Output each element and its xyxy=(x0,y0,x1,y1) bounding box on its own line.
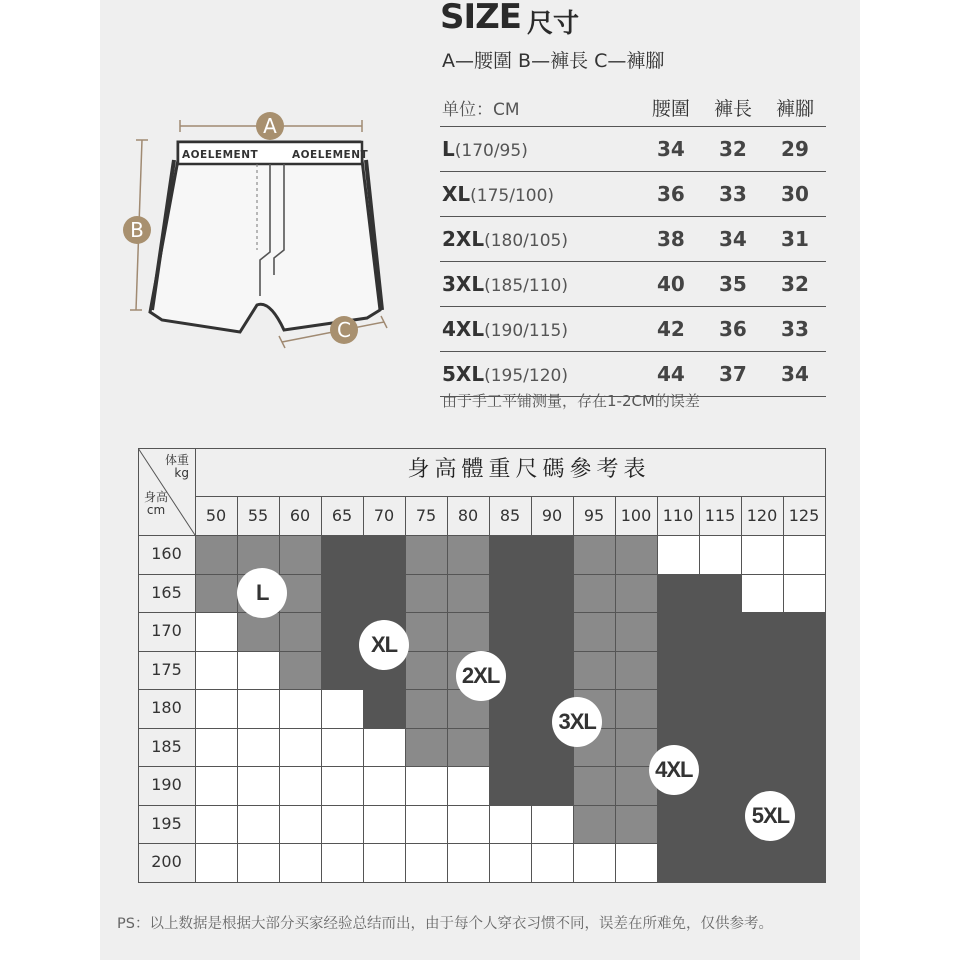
chart-cell xyxy=(615,689,657,728)
weight-tick: 125 xyxy=(788,506,820,525)
size-badge: L xyxy=(237,568,287,618)
chart-cell xyxy=(573,843,615,882)
chart-cell xyxy=(741,612,783,651)
grid-line xyxy=(138,766,825,767)
grid-line xyxy=(195,496,825,497)
chart-title: 身高體重尺碼參考表 xyxy=(407,457,651,482)
grid-line xyxy=(138,612,825,613)
size-fit: (185/110) xyxy=(484,276,568,296)
chart-corner xyxy=(138,448,195,535)
grid-line xyxy=(138,535,825,536)
chart-cell xyxy=(321,843,363,882)
measurement-legend: A—腰圍 B—褲長 C—褲腳 xyxy=(442,50,665,72)
weight-tick: 120 xyxy=(746,506,778,525)
chart-cell xyxy=(699,689,741,728)
chart-cell xyxy=(741,651,783,690)
chart-cell xyxy=(699,728,741,767)
size-badge: 4XL xyxy=(649,745,699,795)
chart-cell xyxy=(531,651,573,690)
dimension-b-label: B xyxy=(130,218,144,242)
weight-tick: 115 xyxy=(704,506,736,525)
size-title xyxy=(440,0,579,37)
chart-cell xyxy=(573,805,615,844)
size-code: XL xyxy=(442,182,471,206)
chart-cell xyxy=(783,843,825,882)
size-row xyxy=(440,262,826,307)
chart-cell xyxy=(741,689,783,728)
weight-unit: kg xyxy=(174,466,189,480)
chart-cell xyxy=(405,843,447,882)
chart-cell xyxy=(321,535,363,574)
chart-cell xyxy=(489,766,531,805)
chart-cell xyxy=(195,805,237,844)
size-name-cell xyxy=(440,127,640,172)
chart-cell xyxy=(615,612,657,651)
size-badge: 2XL xyxy=(456,651,506,701)
chart-cell xyxy=(615,574,657,613)
size-code: 2XL xyxy=(442,227,485,251)
weight-tick: 95 xyxy=(583,506,605,525)
chart-cell xyxy=(279,728,321,767)
grid-line xyxy=(138,843,825,844)
chart-cell xyxy=(615,535,657,574)
weight-tick: 60 xyxy=(289,506,311,525)
size-value-cell: 31 xyxy=(764,217,826,262)
size-name-cell xyxy=(440,172,640,217)
height-tick: 195 xyxy=(151,813,182,833)
chart-cell xyxy=(489,728,531,767)
chart-cell xyxy=(279,535,321,574)
size-row xyxy=(440,127,826,172)
size-fit: (170/95) xyxy=(454,141,528,161)
height-label: 身高 xyxy=(144,490,169,504)
chart-cell xyxy=(195,766,237,805)
chart-cell xyxy=(783,612,825,651)
size-name-cell xyxy=(440,262,640,307)
chart-cell xyxy=(363,535,405,574)
chart-cell xyxy=(531,843,573,882)
chart-cell xyxy=(405,728,447,767)
chart-cell xyxy=(489,805,531,844)
weight-tick: 85 xyxy=(499,506,521,525)
grid-line xyxy=(195,448,196,882)
chart-cell xyxy=(447,766,489,805)
chart-cell xyxy=(363,689,405,728)
size-value-cell: 37 xyxy=(702,352,764,397)
size-value-cell: 36 xyxy=(640,172,702,217)
chart-cell xyxy=(363,766,405,805)
chart-cell xyxy=(363,805,405,844)
size-code: 5XL xyxy=(442,362,485,386)
chart-cell xyxy=(195,843,237,882)
chart-cell xyxy=(531,766,573,805)
chart-cell xyxy=(489,843,531,882)
size-guide-page xyxy=(100,0,860,960)
chart-cell xyxy=(321,805,363,844)
chart-cell xyxy=(573,535,615,574)
weight-tick: 55 xyxy=(247,506,269,525)
weight-tick: 75 xyxy=(415,506,437,525)
size-title-cn: 尺寸 xyxy=(527,9,580,39)
height-tick: 165 xyxy=(151,582,182,602)
chart-cell xyxy=(195,651,237,690)
grid-line xyxy=(138,448,139,882)
chart-cell xyxy=(279,612,321,651)
chart-cell xyxy=(321,689,363,728)
chart-cell xyxy=(573,612,615,651)
size-value-cell: 29 xyxy=(764,127,826,172)
chart-cell xyxy=(489,574,531,613)
chart-cell xyxy=(321,728,363,767)
size-name-cell xyxy=(440,217,640,262)
chart-cell xyxy=(699,805,741,844)
size-fit: (190/115) xyxy=(484,321,568,341)
height-tick: 190 xyxy=(151,775,182,794)
chart-cell xyxy=(405,766,447,805)
size-value-cell: 35 xyxy=(702,262,764,307)
chart-cell xyxy=(237,766,279,805)
chart-cell xyxy=(447,843,489,882)
chart-cell xyxy=(573,574,615,613)
chart-cell xyxy=(573,651,615,690)
chart-cell xyxy=(279,766,321,805)
grid-line xyxy=(138,882,826,883)
size-badge: 3XL xyxy=(552,697,602,747)
height-tick: 175 xyxy=(151,659,182,679)
chart-cell xyxy=(237,689,279,728)
measurement-note: 由于手工平铺测量，存在1-2CM的误差 xyxy=(442,392,700,410)
size-fit: (195/120) xyxy=(484,366,568,386)
chart-cell xyxy=(363,843,405,882)
chart-cell xyxy=(783,689,825,728)
chart-cell xyxy=(447,728,489,767)
chart-cell xyxy=(279,651,321,690)
size-value-cell: 32 xyxy=(702,127,764,172)
chart-cell xyxy=(615,843,657,882)
grid-line xyxy=(138,728,825,729)
chart-cell xyxy=(279,805,321,844)
shorts-diagram xyxy=(122,100,422,360)
weight-tick: 70 xyxy=(373,506,395,525)
size-value-cell: 34 xyxy=(640,127,702,172)
chart-cell xyxy=(531,574,573,613)
chart-cell xyxy=(405,805,447,844)
chart-cell xyxy=(699,612,741,651)
height-tick: 200 xyxy=(151,852,182,871)
chart-cell xyxy=(699,651,741,690)
waistband-brand-1: AOELEMENT xyxy=(182,149,259,161)
weight-tick: 50 xyxy=(205,506,227,525)
chart-cell xyxy=(657,843,699,882)
chart-cell xyxy=(279,689,321,728)
grid-line xyxy=(138,805,825,806)
size-value-cell: 33 xyxy=(702,172,764,217)
col-leg-opening: 褲腳 xyxy=(764,88,826,127)
chart-cell xyxy=(741,535,783,574)
size-name-cell xyxy=(440,307,640,352)
weight-tick: 80 xyxy=(457,506,479,525)
chart-cell xyxy=(783,651,825,690)
col-waist: 腰圍 xyxy=(640,88,702,127)
size-value-cell: 42 xyxy=(640,307,702,352)
size-row xyxy=(440,172,826,217)
weight-tick: 90 xyxy=(541,506,563,525)
chart-cell xyxy=(321,766,363,805)
chart-cell xyxy=(531,535,573,574)
chart-cell xyxy=(489,535,531,574)
chart-cell xyxy=(783,574,825,613)
size-value-cell: 34 xyxy=(764,352,826,397)
dimension-a-label: A xyxy=(263,114,277,138)
height-tick: 180 xyxy=(151,698,182,717)
chart-cell xyxy=(657,535,699,574)
grid-line xyxy=(825,448,826,883)
chart-cell xyxy=(405,535,447,574)
chart-cell xyxy=(699,766,741,805)
size-table-header xyxy=(440,88,826,127)
chart-cell xyxy=(573,766,615,805)
chart-cell xyxy=(195,728,237,767)
chart-cell xyxy=(237,843,279,882)
chart-cell xyxy=(195,689,237,728)
chart-cell xyxy=(321,574,363,613)
chart-cell xyxy=(657,805,699,844)
height-tick: 160 xyxy=(151,544,182,563)
size-badge: 5XL xyxy=(745,791,795,841)
chart-cell xyxy=(657,612,699,651)
col-length: 褲長 xyxy=(702,88,764,127)
chart-cell xyxy=(237,651,279,690)
size-value-cell: 40 xyxy=(640,262,702,307)
chart-cell xyxy=(195,535,237,574)
chart-cell xyxy=(531,805,573,844)
chart-cell xyxy=(531,612,573,651)
chart-cell xyxy=(741,728,783,767)
weight-tick: 100 xyxy=(620,506,652,525)
chart-cell xyxy=(237,728,279,767)
chart-cell xyxy=(321,612,363,651)
chart-cell xyxy=(783,766,825,805)
chart-cell xyxy=(741,574,783,613)
grid-line xyxy=(138,574,825,575)
size-value-cell: 33 xyxy=(764,307,826,352)
size-row xyxy=(440,217,826,262)
chart-cell xyxy=(657,689,699,728)
height-unit: cm xyxy=(146,503,166,517)
chart-cell xyxy=(615,651,657,690)
chart-cell xyxy=(699,574,741,613)
chart-cell xyxy=(447,535,489,574)
waistband-brand-2: AOELEMENT xyxy=(292,149,369,161)
shorts-outline xyxy=(150,142,380,332)
size-fit: (175/100) xyxy=(470,186,555,206)
size-value-cell: 32 xyxy=(764,262,826,307)
chart-cell xyxy=(405,689,447,728)
weight-tick: 65 xyxy=(331,506,353,525)
chart-cell xyxy=(237,805,279,844)
chart-cell xyxy=(447,805,489,844)
chart-cell xyxy=(489,612,531,651)
chart-cell xyxy=(321,651,363,690)
chart-cell xyxy=(195,574,237,613)
chart-cell xyxy=(405,612,447,651)
chart-cell xyxy=(699,843,741,882)
chart-cell xyxy=(195,612,237,651)
size-value-cell: 44 xyxy=(640,352,702,397)
size-code: L xyxy=(442,137,455,161)
chart-cell xyxy=(657,574,699,613)
chart-cell xyxy=(741,843,783,882)
chart-cell xyxy=(363,574,405,613)
chart-cell xyxy=(615,805,657,844)
grid-line xyxy=(138,448,825,449)
size-value-cell: 34 xyxy=(702,217,764,262)
height-tick: 170 xyxy=(151,621,182,640)
chart-cell xyxy=(405,651,447,690)
chart-cell xyxy=(783,728,825,767)
footnote: PS：以上数据是根据大部分买家经验总结而出，由于每个人穿衣习惯不同，误差在所难免，仅供参考。 xyxy=(117,916,773,932)
size-table xyxy=(440,88,826,397)
chart-cell xyxy=(279,843,321,882)
unit-label: 单位：CM xyxy=(440,88,640,127)
weight-tick: 110 xyxy=(662,506,694,525)
weight-label: 体重 xyxy=(164,453,189,467)
size-title-en: SIZE xyxy=(440,0,522,37)
size-value-cell: 38 xyxy=(640,217,702,262)
size-badge: XL xyxy=(359,620,409,670)
size-row xyxy=(440,307,826,352)
chart-cell xyxy=(363,728,405,767)
dimension-c-label: C xyxy=(337,318,351,342)
chart-cell xyxy=(405,574,447,613)
size-value-cell: 30 xyxy=(764,172,826,217)
height-tick: 185 xyxy=(151,736,182,756)
size-fit: (180/105) xyxy=(484,231,568,251)
chart-cell xyxy=(657,651,699,690)
chart-cell xyxy=(699,535,741,574)
chart-cell xyxy=(447,574,489,613)
size-value-cell: 36 xyxy=(702,307,764,352)
chart-cell xyxy=(447,612,489,651)
size-code: 3XL xyxy=(442,272,485,296)
size-code: 4XL xyxy=(442,317,485,341)
chart-cell xyxy=(783,535,825,574)
chart-cell xyxy=(237,612,279,651)
